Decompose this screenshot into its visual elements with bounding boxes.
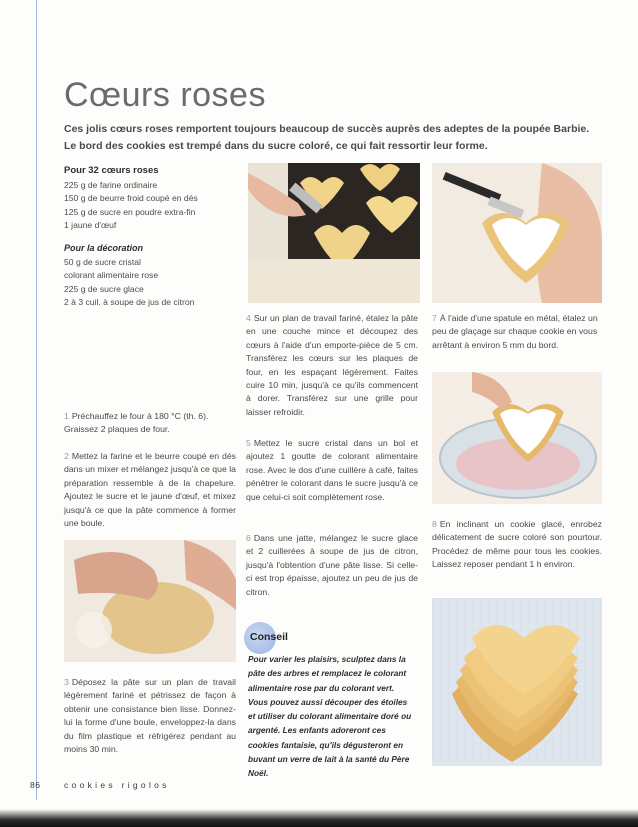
ingredients-heading: Pour 32 cœurs roses xyxy=(64,165,159,176)
step-6: 6 Dans une jatte, mélangez le sucre glace et 2 cuillerées à soupe de jus de citron, jusqu'à l'obtention d'une pâte lisse. Si celle-ci est trop épaisse, ajoutez un peu de jus de citron. xyxy=(246,533,418,597)
decoration-item: colorant alimentaire rose xyxy=(64,270,159,281)
running-title: cookies rigolos xyxy=(64,780,170,790)
cutting-hearts-image xyxy=(248,163,420,303)
intro-paragraph: Ces jolis cœurs roses remportent toujours beaucoup de succès auprès des adeptes de la poupée Barbie. Le bord des cookies est trempé dans du sucre coloré, ce qui fait ressortir leur forme. xyxy=(64,123,590,152)
photo-cutting-hearts xyxy=(248,163,420,303)
step-3: 3 Déposez la pâte sur un plan de travail légèrement fariné et pétrissez de façon à obtenir une consistance bien lisse. Donnez-lui la forme d'une boule, enveloppez-la dans du film plastique et réfrigérez pendant au moins 30 min. xyxy=(64,677,236,755)
page-title: Cœurs roses xyxy=(64,76,266,114)
photo-icing-cookie xyxy=(432,163,602,303)
step-8: 8 En inclinant un cookie glacé, enrobez délicatement de sucre coloré son pourtour. Procédez de même pour tous les cookies. Laissez reposer pendant 1 h environ. xyxy=(432,519,602,570)
stacked-cookies-image xyxy=(432,598,602,766)
tip-text: Pour varier les plaisirs, sculptez dans la pâte des arbres et remplacez le colorant alimentaire rose par du colorant vert. Vous pouvez aussi découper des étoiles et utiliser du colorant alimentaire doré ou argenté. Les enfants adoreront ces cookies fantaisie, qu'ils dégusteront en buvant un verre de lait à la santé du Père Noël. xyxy=(248,654,412,779)
step-4: 4 Sur un plan de travail fariné, étalez la pâte en une couche mince et découpez des cœurs à l'aide d'un emporte-pièce de 5 cm. Transférez les cœurs sur les plaques de four, en les espaçant légèrement. Faites cuire 10 min, jusqu'à ce qu'ils commencent à dorer. Transférez sur une grille pour laisser refroidir. xyxy=(246,313,418,417)
ingredient-item: 225 g de farine ordinaire xyxy=(64,180,158,191)
icing-cookie-image xyxy=(432,163,602,303)
ingredient-item: 150 g de beurre froid coupé en dés xyxy=(64,193,198,204)
page-edge-shadow xyxy=(0,809,638,827)
pink-sugar-bowl-image xyxy=(432,372,602,504)
margin-rule xyxy=(36,0,37,800)
step-5: 5 Mettez le sucre cristal dans un bol et ajoutez 1 goutte de colorant alimentaire rose. Avec le dos d'une cuillère à café, faites pénétrer le colorant dans le sucre jusqu'à ce que celui-ci soit complètement rose. xyxy=(246,438,418,502)
photo-pink-sugar-bowl xyxy=(432,372,602,504)
ingredient-item: 1 jaune d'œuf xyxy=(64,219,117,230)
ingredients-list xyxy=(64,164,234,309)
step-2: 2 Mettez la farine et le beurre coupé en dés dans un mixer et mélangez jusqu'à ce que la préparation ressemble à de la chapelure. Ajoutez le sucre et le jaune d'œuf, et mixez jusqu'à ce que la pâte commence à former une boule. xyxy=(64,451,236,529)
decoration-item: 2 à 3 cuil. à soupe de jus de citron xyxy=(64,296,195,307)
tip-title: Conseil xyxy=(250,631,288,643)
tip-header xyxy=(248,628,416,652)
photo-stacked-cookies xyxy=(432,598,602,766)
decoration-heading: Pour la décoration xyxy=(64,243,144,254)
page-number: 86 xyxy=(30,780,41,790)
kneading-dough-image xyxy=(64,540,236,662)
tip-box xyxy=(248,628,416,781)
decoration-item: 50 g de sucre cristal xyxy=(64,257,141,268)
decoration-item: 225 g de sucre glace xyxy=(64,283,144,294)
step-7: 7 À l'aide d'une spatule en métal, étalez un peu de glaçage sur chaque cookie en vous arrêtant à environ 5 mm du bord. xyxy=(432,313,598,350)
ingredient-item: 125 g de sucre en poudre extra-fin xyxy=(64,206,196,217)
step-1: 1 Préchauffez le four à 180 °C (th. 6). Graissez 2 plaques de four. xyxy=(64,411,209,435)
photo-kneading-dough xyxy=(64,540,236,662)
